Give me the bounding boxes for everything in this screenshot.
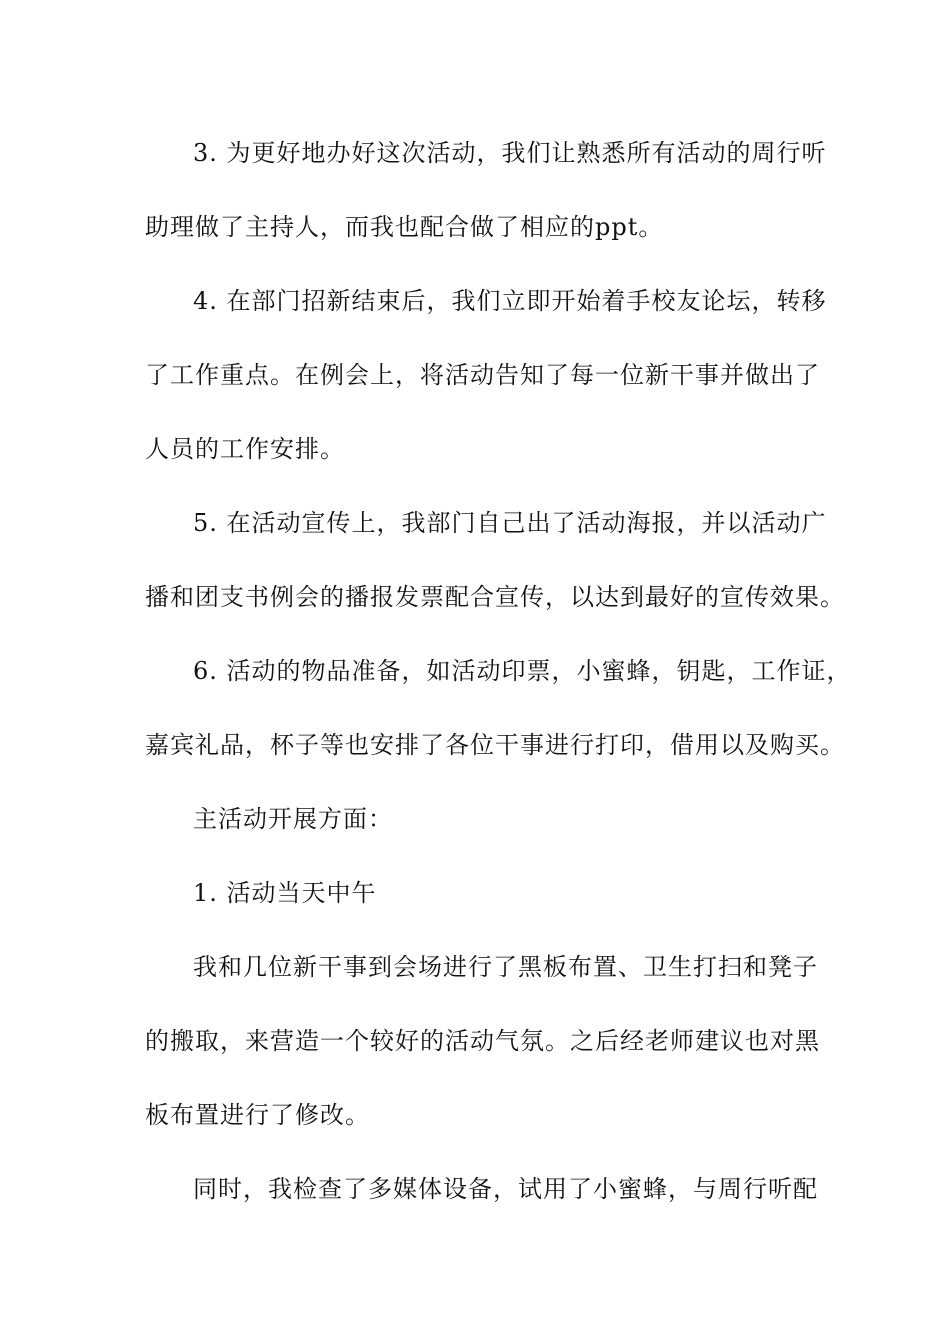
paragraph-line: 人员的工作安排。 [145, 435, 345, 463]
paragraph-line: 播和团支书例会的播报发票配合宣传，以达到最好的宣传效果。 [145, 583, 845, 611]
paragraph-line-item-6: 6. 活动的物品准备，如活动印票，小蜜蜂，钥匙，工作证， [193, 657, 852, 685]
subsection-heading: 1. 活动当天中午 [193, 879, 377, 907]
paragraph-line: 助理做了主持人，而我也配合做了相应的ppt。 [145, 213, 664, 241]
paragraph-line: 的搬取，来营造一个较好的活动气氛。之后经老师建议也对黑 [145, 1027, 820, 1055]
paragraph-line-item-3: 3. 为更好地办好这次活动，我们让熟悉所有活动的周行听 [193, 139, 827, 167]
paragraph-line: 我和几位新干事到会场进行了黑板布置、卫生打扫和凳子 [193, 953, 818, 981]
paragraph-line: 板布置进行了修改。 [145, 1101, 370, 1129]
paragraph-line: 了工作重点。在例会上，将活动告知了每一位新干事并做出了 [145, 361, 820, 389]
paragraph-line: 同时，我检查了多媒体设备，试用了小蜜蜂，与周行听配 [193, 1175, 818, 1203]
section-heading: 主活动开展方面： [193, 805, 393, 833]
paragraph-line: 嘉宾礼品，杯子等也安排了各位干事进行打印，借用以及购买。 [145, 731, 845, 759]
paragraph-line-item-4: 4. 在部门招新结束后，我们立即开始着手校友论坛，转移 [193, 287, 827, 315]
paragraph-line-item-5: 5. 在活动宣传上，我部门自己出了活动海报，并以活动广 [193, 509, 827, 537]
